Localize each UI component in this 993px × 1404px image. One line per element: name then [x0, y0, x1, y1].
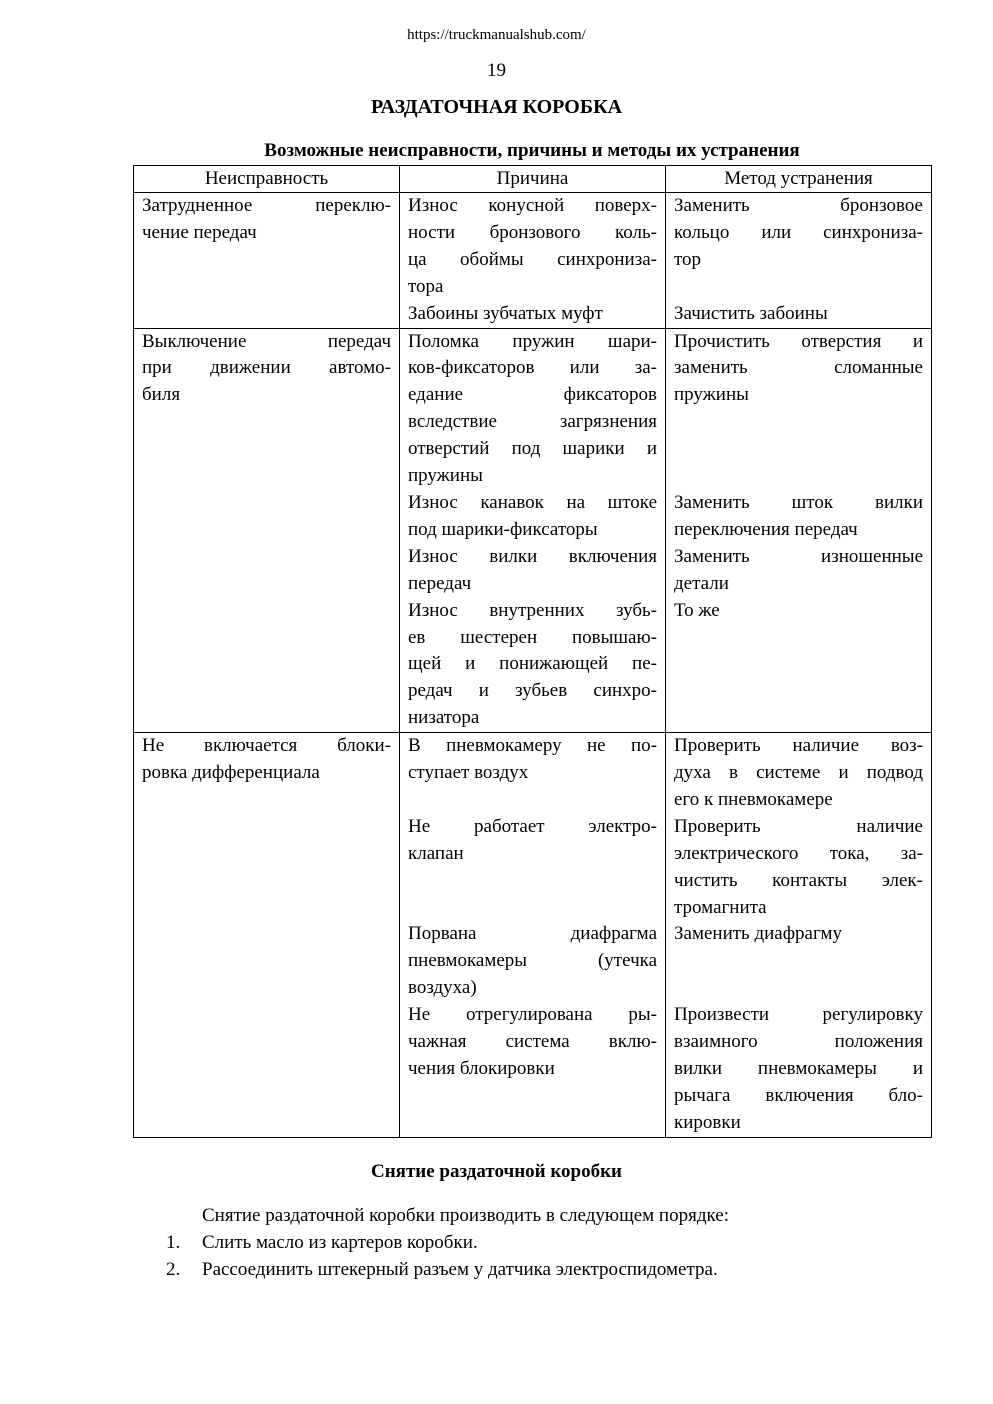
remedy-text-line: тромагнита [674, 896, 767, 918]
remedy-text-line [674, 678, 923, 705]
cause-text-line: тора [408, 275, 444, 297]
remedy-text-line: взаимного положения [674, 1031, 923, 1053]
cause-text-line: Износ канавок на штоке [408, 491, 657, 513]
remedy-text-line: духа в системе и подвод [674, 762, 923, 784]
cause-text-line: едание фиксаторов [408, 384, 657, 406]
remedy-text-line [674, 948, 923, 975]
remedy-text-line: пружины [674, 384, 749, 406]
column-header-remedy: Метод устранения [666, 166, 932, 193]
cause-entry [408, 193, 657, 301]
cause-text-line: Не работает электро- [408, 815, 657, 837]
table-row [134, 193, 932, 329]
remedy-cell [666, 328, 932, 733]
fault-text-line: Выключение передач [142, 330, 391, 352]
cause-entry [408, 301, 657, 328]
cause-entry [408, 598, 657, 733]
page-title: РАЗДАТОЧНАЯ КОРОБКА [370, 96, 623, 118]
remedy-text-line: Зачистить забоины [674, 302, 828, 324]
table-header-row [134, 166, 932, 193]
remedy-entry [674, 193, 923, 301]
cause-text-line: клапан [408, 842, 464, 864]
cause-text-line [408, 1110, 657, 1137]
remedy-cell [666, 193, 932, 329]
remedy-text-line: Произвести регулировку [674, 1004, 923, 1026]
remedy-entry [674, 733, 923, 814]
cause-text-line: Не отрегулирована ры- [408, 1004, 657, 1026]
remedy-text-line: тор [674, 248, 702, 270]
fault-cell [134, 328, 400, 733]
remedy-entry [674, 598, 923, 732]
table-caption: Возможные неисправности, причины и методы их устранения [264, 140, 800, 161]
cause-text-line: ца обоймы синхрониза- [408, 248, 657, 270]
remedy-text-line: Проверить наличие воз- [674, 735, 923, 757]
cause-text-line: пружины [408, 465, 483, 487]
remedy-text-line [674, 975, 923, 1002]
cause-entry [408, 733, 657, 814]
list-item [166, 1259, 718, 1281]
cause-entry [408, 490, 657, 544]
cause-text-line [408, 895, 657, 922]
cause-text-line: чажная система вклю- [408, 1031, 657, 1053]
remedy-text-line: Заменить изношенные [674, 545, 923, 567]
remedy-text-line: Заменить бронзовое [674, 195, 923, 216]
remedy-text-line [674, 705, 923, 732]
remedy-entry [674, 1002, 923, 1137]
cause-text-line: Износ конусной поверх- [408, 195, 657, 216]
cause-entry [408, 1002, 657, 1137]
cause-text-line: редач и зубьев синхро- [408, 680, 657, 702]
cause-entry [408, 544, 657, 598]
cause-text-line [408, 787, 657, 814]
column-header-cause: Причина [400, 166, 666, 193]
fault-text-line: биля [142, 384, 181, 406]
list-item-text: Рассоединить штекерный разъем у датчика электроспидометра. [202, 1259, 718, 1280]
cause-cell [400, 733, 666, 1138]
fault-text-line: Затрудненное переклю- [142, 195, 391, 216]
cause-text-line: щей и понижающей пе- [408, 653, 657, 675]
table-row [134, 733, 932, 1138]
cause-entry [408, 814, 657, 922]
remedy-text-line: Заменить диафрагму [674, 923, 843, 945]
remedy-text-line: его к пневмокамере [674, 788, 833, 810]
fault-cell [134, 193, 400, 329]
remedy-text-line: переключения передач [674, 518, 858, 540]
remedy-entry [674, 921, 923, 1002]
cause-entry [408, 329, 657, 490]
fault-text-line: ровка дифференциала [142, 762, 320, 784]
cause-text-line: ков-фиксаторов или за- [408, 357, 657, 379]
fault-cell [134, 733, 400, 1138]
remedy-text-line: заменить сломанные [674, 357, 923, 379]
remedy-entry [674, 301, 923, 328]
section-heading: Снятие раздаточной коробки [371, 1161, 622, 1182]
column-header-fault: Неисправность [134, 166, 400, 193]
remedy-text-line: чистить контакты элек- [674, 869, 923, 891]
remedy-entry [674, 329, 923, 490]
source-url: https://truckmanualshub.com/ [407, 27, 586, 43]
cause-text-line: ев шестерен повышаю- [408, 626, 657, 648]
section-intro: Снятие раздаточной коробки производить в следующем порядке: [202, 1205, 729, 1226]
list-item-number: 2. [166, 1259, 181, 1280]
cause-text-line: пневмокамеры (утечка [408, 950, 657, 972]
remedy-entry [674, 544, 923, 598]
cause-text-line: передач [408, 572, 472, 594]
table-row [134, 328, 932, 733]
cause-text-line: ступает воздух [408, 762, 529, 784]
cause-text-line: под шарики-фиксаторы [408, 518, 598, 540]
cause-text-line: ности бронзового коль- [408, 221, 657, 243]
cause-text-line [408, 868, 657, 895]
remedy-text-line [674, 436, 923, 463]
cause-cell [400, 193, 666, 329]
cause-text-line: чения блокировки [408, 1057, 555, 1079]
remedy-text-line [674, 463, 923, 490]
fault-text-line: при движении автомо- [142, 357, 391, 379]
cause-text-line: отверстий под шарики и [408, 438, 657, 460]
remedy-text-line: электрического тока, за- [674, 842, 923, 864]
list-item [166, 1232, 478, 1254]
remedy-entry [674, 490, 923, 544]
remedy-text-line [674, 624, 923, 651]
cause-entry [408, 921, 657, 1002]
cause-text-line: Порвана диафрагма [408, 923, 657, 945]
remedy-text-line: Прочистить отверстия и [674, 330, 923, 352]
remedy-text-line: То же [674, 599, 720, 621]
page-number: 19 [487, 60, 506, 81]
cause-cell [400, 328, 666, 733]
troubleshooting-table [133, 165, 932, 1138]
remedy-text-line: вилки пневмокамеры и [674, 1057, 923, 1079]
cause-text-line: Поломка пружин шари- [408, 330, 657, 352]
remedy-text-line: кольцо или синхрониза- [674, 221, 923, 243]
remedy-text-line: кировки [674, 1111, 741, 1133]
remedy-text-line: Проверить наличие [674, 815, 923, 837]
remedy-text-line [674, 274, 923, 301]
cause-text-line: низатора [408, 707, 480, 729]
fault-text-line: Не включается блоки- [142, 735, 391, 757]
cause-text-line: В пневмокамеру не по- [408, 735, 657, 757]
cause-text-line: воздуха) [408, 977, 477, 999]
list-item-text: Слить масло из картеров коробки. [202, 1232, 478, 1253]
cause-text-line: Износ внутренних зубь- [408, 599, 657, 621]
list-item-number: 1. [166, 1232, 181, 1253]
cause-text-line: вследствие загрязнения [408, 411, 657, 433]
remedy-cell [666, 733, 932, 1138]
remedy-text-line [674, 651, 923, 678]
cause-text-line [408, 1083, 657, 1110]
cause-text-line: Износ вилки включения [408, 545, 657, 567]
remedy-text-line: детали [674, 572, 729, 594]
remedy-entry [674, 814, 923, 922]
remedy-text-line [674, 409, 923, 436]
fault-text-line: чение передач [142, 221, 257, 243]
remedy-text-line: рычага включения бло- [674, 1084, 923, 1106]
remedy-text-line: Заменить шток вилки [674, 491, 923, 513]
cause-text-line: Забоины зубчатых муфт [408, 302, 603, 324]
